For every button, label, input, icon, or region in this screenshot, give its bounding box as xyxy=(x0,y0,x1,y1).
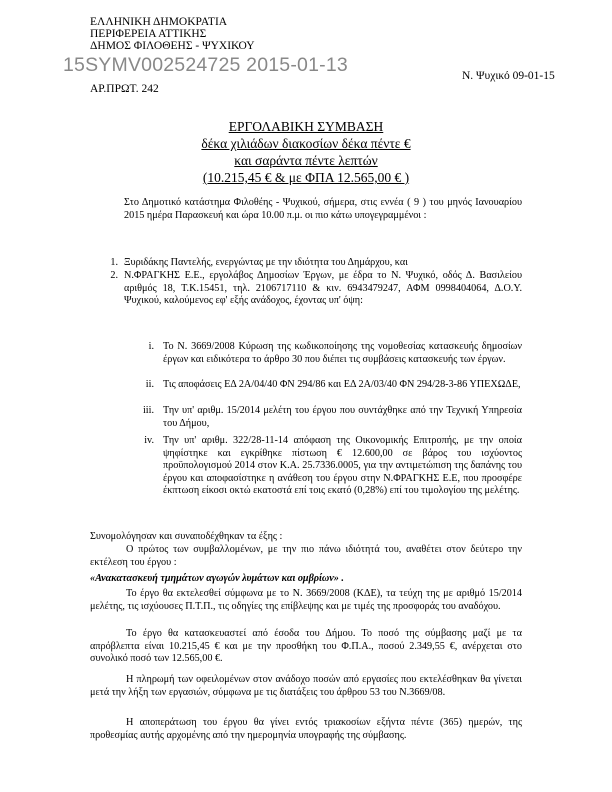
consideration-number: iii. xyxy=(142,405,154,416)
issuer-header xyxy=(90,16,255,52)
execution-paragraph: Το έργο θα εκτελεσθεί σύμφωνα με το Ν. 3669/2008 (ΚΔΕ), τα τεύχη της με αριθμό 15/2014 μελέτης, τις ισχύουσες Π.Τ.Π., τις οδηγίες της επίβλεψης και με τιμές της προσφοράς του αναδόχου. xyxy=(90,588,522,612)
title-main: ΕΡΓΟΛΑΒΙΚΗ ΣΥΜΒΑΣΗ xyxy=(228,119,384,134)
party-text: Ν.ΦΡΑΓΚΗΣ Ε.Ε., εργολάβος Δημοσίων Έργων, με έδρα το Ν. Ψυχικό, οδός Δ. Βασιλείου αριθμός 18, Τ.Κ.15451, τηλ. 2106717110 & κιν. 6943479247, ΑΦΜ 0998404064, Δ.Ο.Υ. Ψυχικού, καλούμενος εφ' εξής ανάδοχος, έχοντας υπ' όψη: xyxy=(124,270,522,307)
title-sub1: δέκα χιλιάδων διακοσίων δέκα πέντε € xyxy=(201,136,411,151)
protocol-number: ΑΡ.ΠΡΩΤ. 242 xyxy=(90,83,159,95)
consideration-number: ii. xyxy=(145,379,154,390)
place-date: Ν. Ψυχικό 09-01-15 xyxy=(462,70,555,82)
header-country: ΕΛΛΗΝΙΚΗ ΔΗΜΟΚΡΑΤΙΑ xyxy=(90,16,228,28)
payment-paragraph: Η πληρωμή των οφειλομένων στον ανάδοχο ποσών από εργασίες που εκτελέσθηκαν θα γίνεται μετά την λήξη των εργασιών, σύμφωνα με τις διατάξεις του άρθρου 53 του Ν.3669/08. xyxy=(90,674,522,698)
intro-paragraph: Στο Δημοτικό κατάστημα Φιλοθέης - Ψυχικού, σήμερα, στις εννέα ( 9 ) του μηνός Ιανουαρίου 2015 ημέρα Παρασκευή και ώρα 10.00 π.μ. οι πιο κάτω υπογεγραμμένοι : xyxy=(124,197,522,221)
title-amount: (10.215,45 € & με ΦΠΑ 12.565,00 € ) xyxy=(202,170,410,185)
consideration-text: Τις αποφάσεις ΕΔ 2Α/04/40 ΦΝ 294/86 και ΕΔ 2Α/03/40 ΦΝ 294/28-3-86 ΥΠΕΧΩΔΕ, xyxy=(163,379,521,390)
consideration-number: i. xyxy=(148,341,154,352)
header-municipality: ΔΗΜΟΣ ΦΙΛΟΘΕΗΣ - ΨΥΧΙΚΟΥ xyxy=(90,40,255,52)
consideration-text: Την υπ' αριθμ. 322/28-11-14 απόφαση της Οικονομικής Επιτροπής, με την οποία ψηφίστηκε και εγκρίθηκε πίστωση € 12.600,00 σε βάρος του ισχύοντος προϋπολογισμού 2014 στον Κ.Α. 25.7336.0005, για την αντιμετώπιση της δαπάνης του έργου και αποφασίστηκε η ανάθεση του έργου στην Ν.ΦΡΑΓΚΗΣ Ε.Ε, που προσφέρε έκπτωση είκοσι οκτώ εκατοστά επί τοις εκατό (0,28%) επί του τιμολογίου της μελέτης. xyxy=(163,435,522,497)
ada-watermark: 15SYMV002524725 2015-01-13 xyxy=(63,54,348,76)
party-text: Ξυριδάκης Παντελής, ενεργώντας με την ιδιότητα του Δημάρχου, και xyxy=(124,257,408,268)
consideration-number: iv. xyxy=(144,435,154,446)
consideration-text: Την υπ' αριθμ. 15/2014 μελέτη του έργου που συντάχθηκε από την Τεχνική Υπηρεσία του Δήμου, xyxy=(163,405,522,429)
funding-paragraph: Το έργο θα κατασκευαστεί από έσοδα του Δήμου. Το ποσό της σύμβασης μαζί με τα απρόβλεπτα είναι 10.215,45 € και με την προσθήκη του Φ.Π.Α., ποσού 2.349,55 €, ανέρχεται στο συνολικό ποσό των 12.565,00 €. xyxy=(90,628,522,665)
party-number: 1. xyxy=(110,257,118,268)
agreed-line: Συνομολόγησαν και συναποδέχθηκαν τα έξης : xyxy=(90,531,283,542)
assignment-paragraph: Ο πρώτος των συμβαλλομένων, με την πιο πάνω ιδιότητά του, αναθέτει στον δεύτερο την εκτέλεση του έργου : xyxy=(90,544,522,568)
contract-title xyxy=(0,118,612,186)
party-number: 2. xyxy=(110,270,118,281)
consideration-text: Το Ν. 3669/2008 Κύρωση της κωδικοποίησης της νομοθεσίας κατασκευής δημοσίων έργων και ειδικότερα το άρθρο 30 που διέπει τις συμβάσεις κατασκευής των έργων. xyxy=(163,341,522,365)
completion-paragraph: Η αποπεράτωση του έργου θα γίνει εντός τριακοσίων εξήντα πέντε (365) ημερών, της προθεσμίας αυτής αρχομένης από την ημερομηνία υπογραφής της σύμβασης. xyxy=(90,717,522,741)
header-region: ΠΕΡΙΦΕΡΕΙΑ ΑΤΤΙΚΗΣ xyxy=(90,28,207,40)
title-sub2: και σαράντα πέντε λεπτών xyxy=(234,153,378,168)
project-name: «Ανακατασκευή τμημάτων αγωγών λυμάτων και ομβρίων» . xyxy=(90,573,344,584)
